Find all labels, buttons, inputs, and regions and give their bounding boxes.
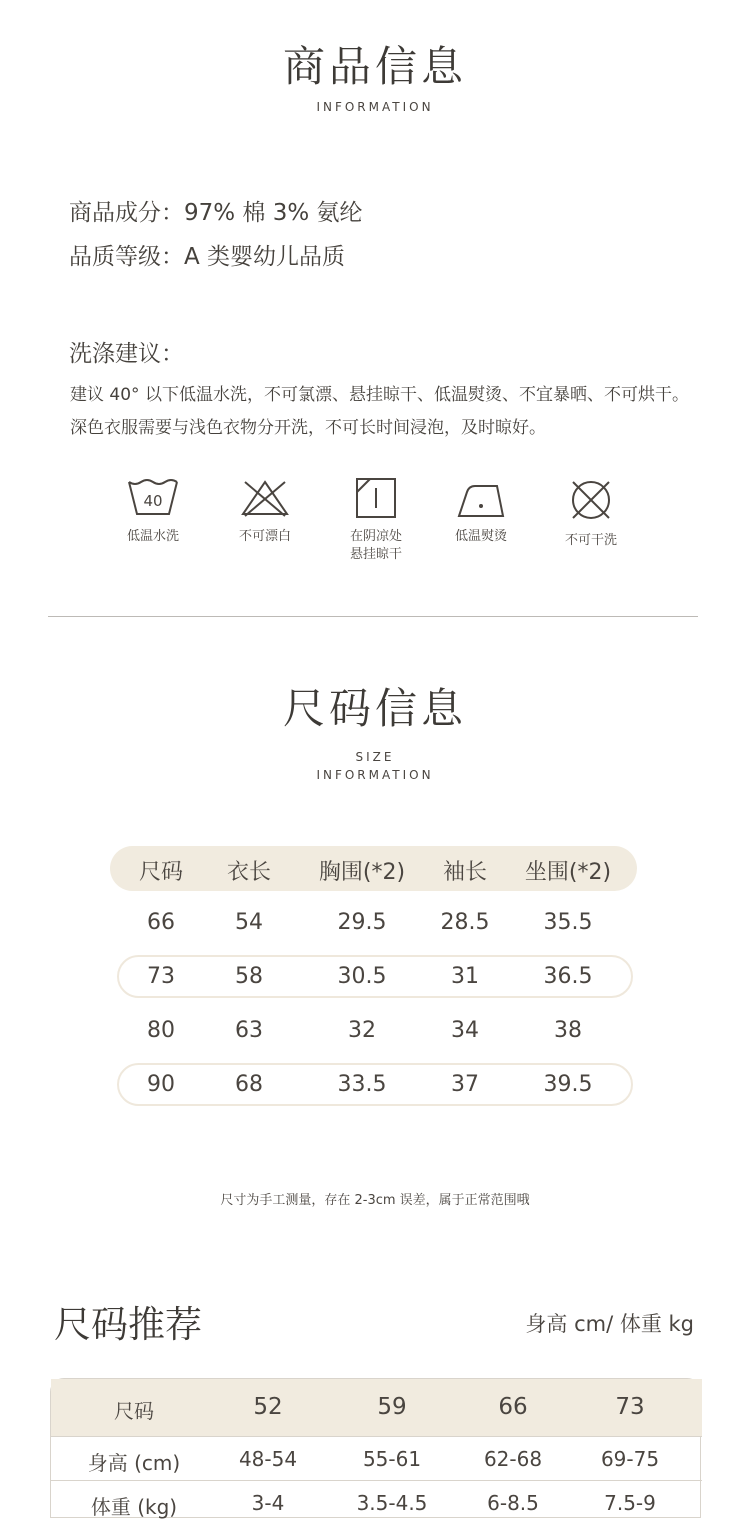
low-iron-icon (453, 476, 509, 520)
recommend-row-divider (51, 1480, 702, 1481)
size-info-subtitle-1: SIZE (355, 750, 395, 764)
no-tumble-dry-icon (563, 476, 619, 524)
size-cell: 28.5 (440, 910, 490, 935)
washing-text-line2: 深色衣服需要与浅色衣物分开洗，不可长时间浸泡，及时晾好。 (70, 418, 546, 438)
size-cell: 68 (235, 1072, 263, 1097)
size-cell: 35.5 (543, 910, 593, 935)
size-cell: 36.5 (543, 964, 593, 989)
size-cell: 29.5 (337, 910, 387, 935)
care-item-no-dry (536, 476, 646, 550)
size-cell: 30.5 (337, 964, 387, 989)
care-item-dry (321, 476, 431, 564)
product-info-title: 商品信息 (282, 42, 467, 91)
care-label-dry-2: 悬挂晾干 (349, 547, 402, 562)
recommend-weight-cell: 7.5-9 (604, 1491, 656, 1515)
grade-text: 品质等级：A 类婴幼儿品质 (69, 244, 346, 270)
recommend-weight-cell: 6-8.5 (487, 1491, 539, 1515)
wash-40-icon (125, 476, 181, 520)
size-cell: 33.5 (337, 1072, 387, 1097)
care-item-iron (426, 476, 536, 546)
care-label-no-dry: 不可干洗 (564, 533, 617, 548)
size-cell: 58 (235, 964, 263, 989)
care-label-dry-1: 在阴凉处 (349, 529, 402, 544)
recommend-header-cell: 52 (253, 1394, 283, 1420)
recommend-height-cell: 48-54 (238, 1447, 298, 1471)
size-cell: 32 (348, 1018, 376, 1043)
size-header-cell: 尺码 (138, 860, 183, 885)
measurement-note: 尺寸为手工测量，存在 2-3cm 误差，属于正常范围哦 (220, 1193, 530, 1208)
size-cell: 80 (147, 1018, 175, 1043)
size-cell: 73 (147, 964, 175, 989)
washing-text-line1: 建议 40° 以下低温水洗，不可氯漂、悬挂晾干、低温熨烫、不宜暴晒、不可烘干。 (70, 385, 689, 405)
size-header-cell: 胸围(*2) (318, 860, 406, 885)
care-item-wash (98, 476, 208, 546)
size-cell: 31 (451, 964, 479, 989)
size-recommend-table (50, 1378, 701, 1518)
no-bleach-icon (237, 476, 293, 520)
section-divider (48, 616, 698, 617)
composition-text: 商品成分：97% 棉 3% 氨纶 (69, 200, 363, 226)
recommend-weight-label: 体重 (kg) (90, 1495, 178, 1519)
line-dry-shade-icon (348, 476, 404, 520)
care-label-bleach: 不可漂白 (238, 529, 291, 544)
size-cell: 66 (147, 910, 175, 935)
size-cell: 54 (235, 910, 263, 935)
recommend-height-cell: 55-61 (362, 1447, 422, 1471)
recommend-height-label: 身高 (cm) (87, 1451, 181, 1475)
recommend-header-cell: 59 (377, 1394, 407, 1420)
size-cell: 34 (451, 1018, 479, 1043)
size-cell: 39.5 (543, 1072, 593, 1097)
recommend-weight-cell: 3-4 (251, 1491, 285, 1515)
recommend-weight-cell: 3.5-4.5 (356, 1491, 428, 1515)
product-info-subtitle: INFORMATION (316, 100, 434, 114)
recommend-header-cell: 73 (615, 1394, 645, 1420)
recommend-height-cell: 69-75 (600, 1447, 660, 1471)
size-recommend-title: 尺码推荐 (54, 1303, 202, 1346)
size-cell: 63 (235, 1018, 263, 1043)
recommend-header-cell: 尺码 (114, 1399, 154, 1423)
care-label-iron: 低温熨烫 (454, 529, 507, 544)
size-cell: 37 (451, 1072, 479, 1097)
care-label-wash: 低温水洗 (126, 529, 179, 544)
size-info-title: 尺码信息 (282, 684, 467, 733)
recommend-height-cell: 62-68 (483, 1447, 543, 1471)
size-header-cell: 衣长 (226, 860, 271, 885)
recommend-header-cell: 66 (498, 1394, 528, 1420)
washing-title: 洗涤建议： (69, 341, 184, 367)
care-item-bleach (210, 476, 320, 546)
wash-temp-text: 40 (143, 492, 163, 510)
size-header-cell: 坐围(*2) (524, 860, 612, 885)
size-header-cell: 袖长 (442, 860, 487, 885)
size-info-subtitle-2: INFORMATION (316, 768, 434, 782)
recommend-row-divider (51, 1436, 702, 1437)
size-recommend-unit: 身高 cm/ 体重 kg (525, 1312, 694, 1336)
size-cell: 38 (554, 1018, 582, 1043)
size-cell: 90 (147, 1072, 175, 1097)
